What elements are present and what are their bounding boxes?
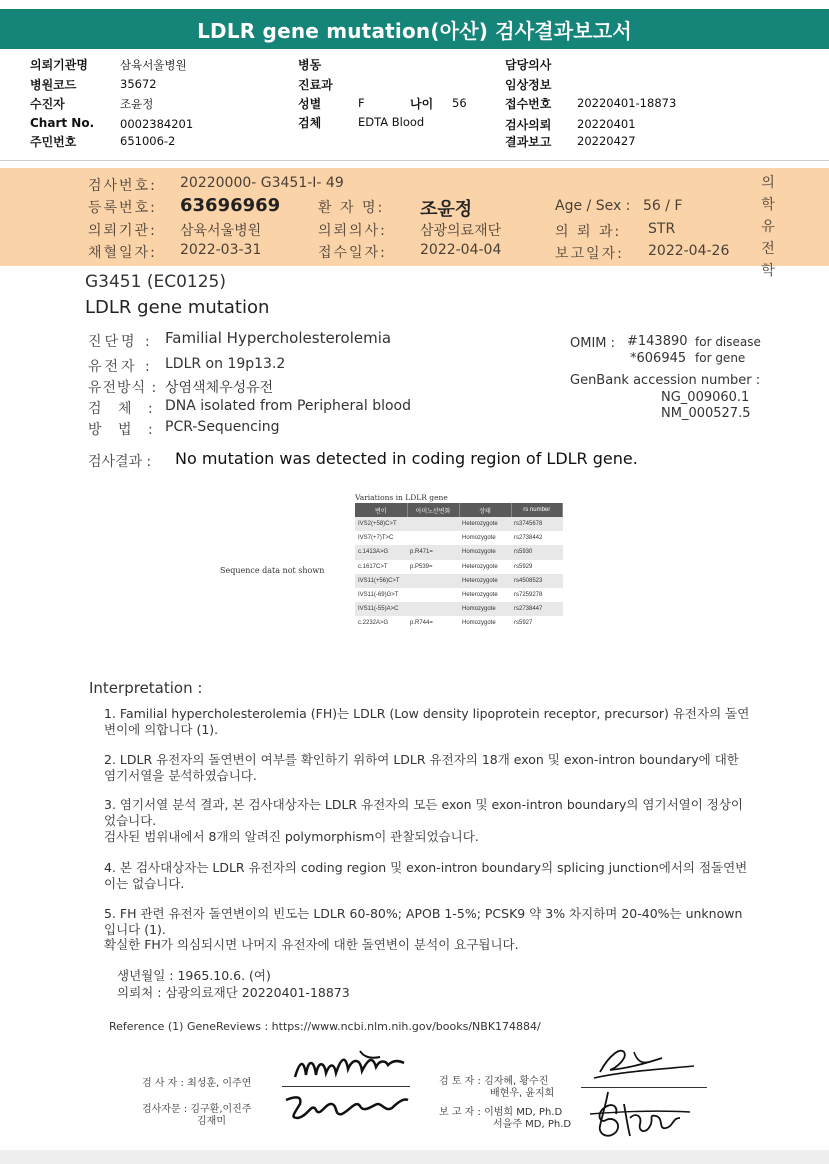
gene: LDLR on 19p13.2 <box>165 356 286 372</box>
sex: F <box>358 96 365 110</box>
variations-title: Variations in LDLR gene <box>355 493 448 502</box>
request-date: 20220401 <box>577 117 636 131</box>
side-vertical-text <box>760 172 776 282</box>
table-cell: p.P539= <box>410 563 433 570</box>
interpretation-paragraph-5b: 확실한 FH가 의심되시면 나머지 유전자에 대한 돌연변이 분석이 요구됩니다. <box>104 937 519 952</box>
table-cell: Heterozygote <box>462 592 498 599</box>
requester-info: 의뢰처 : 삼광의료재단 20220401-18873 <box>117 985 350 1000</box>
table-cell: c.2232A>G <box>358 620 389 627</box>
age-sex: 56 / F <box>643 198 683 214</box>
receipt-no-label: 접수번호 <box>505 97 552 111</box>
reg-no: 63696969 <box>180 195 281 216</box>
collect-label: 채혈일자: <box>88 245 157 261</box>
recipient-label: 수진자 <box>30 97 65 111</box>
table-cell: IVS11(-55)A>C <box>355 602 407 616</box>
accept-label: 접수일자: <box>318 245 387 261</box>
header-divider <box>0 160 829 161</box>
interpretation-paragraph-3b: 검사된 범위내에서 8개의 알려진 polymorphism이 관찰되었습니다. <box>104 829 479 844</box>
table-cell: rs7259278 <box>514 592 543 599</box>
sex-label: 성별 <box>298 97 322 111</box>
table-cell: IVS7(+7)T>C <box>358 535 394 542</box>
table-cell: c.1413A>G <box>355 545 407 559</box>
age: 56 <box>452 96 467 110</box>
table-cell <box>407 531 459 545</box>
hospital-code-label: 병원코드 <box>30 78 77 92</box>
method-label: 방 법 : <box>88 422 159 438</box>
ward-label: 병동 <box>298 58 322 72</box>
table-cell: Heterozygote <box>462 563 498 570</box>
table-cell: Homozygote <box>459 545 511 559</box>
table-row <box>355 545 563 559</box>
table-cell: c.1617C>T <box>358 563 388 570</box>
reporter-name-2: 서을주 MD, Ph.D <box>493 1119 572 1130</box>
test-name: LDLR gene mutation <box>85 297 270 318</box>
result-text: No mutation was detected in coding region of LDLR gene. <box>175 449 638 468</box>
table-cell: rs2738447 <box>511 602 563 616</box>
interpretation-title: Interpretation : <box>89 679 203 697</box>
resident-no: 651006-2 <box>120 134 176 148</box>
omim-label: OMIM : <box>570 336 616 351</box>
table-cell <box>407 602 459 616</box>
resident-no-label: 주민번호 <box>30 135 77 149</box>
interpretation-paragraph-5: 5. FH 관련 유전자 돌연변이의 빈도는 LDLR 60-80%; APOB 1-5%; PCSK9 약 3% 차지하며 20-40%는 unknown 입니다 (1). <box>104 906 743 937</box>
institution: 삼육서울병원 <box>180 223 262 239</box>
method: PCR-Sequencing <box>165 419 280 435</box>
table-cell: rs5930 <box>511 545 563 559</box>
table-row <box>355 517 563 531</box>
req-dept: STR <box>648 221 676 237</box>
table-cell: Heterozygote <box>459 574 511 588</box>
side-char: 학 <box>761 197 775 213</box>
specimen-label: 검체 <box>298 116 322 130</box>
sequence-note: Sequence data not shown <box>220 566 325 575</box>
interpretation-paragraph-2: 2. LDLR 유전자의 돌연변이 여부를 확인하기 위하여 LDLR 유전자의 18개 exon 및 exon-intron boundary에 대한 염기서열을 분석하였습니다. <box>104 752 739 783</box>
hospital-code: 35672 <box>120 77 157 91</box>
age-label: 나이 <box>410 97 434 111</box>
req-doctor: 삼광의료재단 <box>420 223 502 239</box>
table-cell: rs5929 <box>514 563 533 570</box>
table-cell: IVS11(-69)G>T <box>358 592 399 599</box>
report-title: LDLR gene mutation(아산) 검사결과보고서 <box>197 18 632 43</box>
specimen: EDTA Blood <box>358 115 425 129</box>
omim-gene: *606945 <box>630 351 687 366</box>
col-header-aa-change: 아미노산변화 <box>407 503 459 517</box>
accept-date: 2022-04-04 <box>420 242 502 258</box>
reviewer-label: 검 토 자 : 김자혜, 황수진 <box>439 1076 549 1087</box>
req-doctor-label: 의뢰의사: <box>318 223 387 239</box>
table-cell: Homozygote <box>462 620 496 627</box>
report-date-band-label: 보고일자: <box>555 246 624 262</box>
institution-label: 의뢰기관: <box>88 223 157 239</box>
interpretation-paragraph-4: 4. 본 검사대상자는 LDLR 유전자의 coding region 및 exon-intron boundary의 splicing junction에서의 점돌연변이는 없습니다. <box>104 860 748 891</box>
table-cell <box>407 588 459 602</box>
side-char: 전 <box>761 241 775 257</box>
report-title-bar <box>0 9 829 49</box>
genbank-label: GenBank accession number : <box>570 373 761 388</box>
table-row <box>355 616 563 630</box>
diagnosis: Familial Hypercholesterolemia <box>165 329 392 347</box>
omim-disease-note: for disease <box>695 335 761 349</box>
genbank-accession-2: NM_000527.5 <box>661 406 751 421</box>
receipt-no: 20220401-18873 <box>577 96 677 110</box>
result-label: 검사결과 : <box>88 454 152 470</box>
table-cell: IVS2(+58)C>T <box>355 517 407 531</box>
reviewer-signature <box>590 1042 700 1086</box>
table-cell <box>407 517 459 531</box>
variations-table <box>355 503 563 631</box>
table-cell: rs2738442 <box>514 535 543 542</box>
age-sex-label: Age / Sex : <box>555 198 631 214</box>
table-cell: Homozygote <box>462 535 496 542</box>
report-date: 20220427 <box>577 134 636 148</box>
col-header-variant: 변이 <box>355 503 407 517</box>
report-date-band: 2022-04-26 <box>648 243 730 259</box>
collect-date: 2022-03-31 <box>180 242 262 258</box>
dept-label: 진료과 <box>298 78 333 92</box>
hospital-name-label: 의뢰기관명 <box>30 58 88 72</box>
req-dept-label: 의 뢰 과: <box>555 224 622 240</box>
patient-name: 조윤정 <box>420 199 473 220</box>
table-row <box>355 588 563 602</box>
clinical-label: 임상정보 <box>505 78 552 92</box>
chart-no-label: Chart No. <box>30 116 95 130</box>
specimen-type-label: 검 체 : <box>88 401 159 417</box>
side-char: 유 <box>761 219 775 235</box>
hospital-name: 삼육서울병원 <box>120 58 187 72</box>
diagnosis-label: 진단명 : <box>88 334 153 350</box>
table-cell: IVS11(+56)C>T <box>355 574 407 588</box>
table-row <box>355 531 563 545</box>
test-code: G3451 (EC0125) <box>85 272 226 292</box>
reference: Reference (1) GeneReviews : https://www.ncbi.nlm.nih.gov/books/NBK174884/ <box>109 1020 541 1033</box>
bottom-edge <box>0 1150 829 1164</box>
test-no-label: 검사번호: <box>88 178 157 194</box>
reg-no-label: 등록번호: <box>88 200 157 216</box>
test-no: 20220000- G3451-I- 49 <box>180 175 344 191</box>
side-char: 학 <box>761 263 775 279</box>
table-cell: Heterozygote <box>459 517 511 531</box>
table-cell: rs3745678 <box>511 517 563 531</box>
request-date-label: 검사의뢰 <box>505 118 552 132</box>
table-cell: p.R471= <box>407 545 459 559</box>
doctor-label: 담당의사 <box>505 58 552 72</box>
advisor-label: 검사자문 : 김구환,이진주 <box>142 1104 252 1115</box>
table-row <box>355 560 563 574</box>
table-cell <box>407 574 459 588</box>
table-row <box>355 574 563 588</box>
patient-label: 환 자 명: <box>318 200 385 216</box>
reporter-signature <box>586 1084 696 1148</box>
interpretation-paragraph-3: 3. 염기서열 분석 결과, 본 검사대상자는 LDLR 유전자의 모든 exon 및 exon-intron boundary의 염기서열이 정상이었습니다. <box>104 797 743 828</box>
table-cell: p.R744= <box>410 620 433 627</box>
inheritance: 상염색체우성유전 <box>165 380 274 396</box>
table-cell: rs5927 <box>514 620 533 627</box>
specimen-type: DNA isolated from Peripheral blood <box>165 398 412 414</box>
advisor-signature <box>282 1090 412 1126</box>
tester-signature <box>290 1045 410 1087</box>
inheritance-label: 유전방식 : <box>88 380 158 396</box>
omim-disease: #143890 <box>627 334 688 349</box>
col-header-status: 상태 <box>459 503 511 517</box>
reviewer-name-2: 배현우, 윤지희 <box>490 1088 555 1099</box>
genbank-accession-1: NG_009060.1 <box>661 390 750 405</box>
recipient: 조윤정 <box>120 97 154 111</box>
table-row <box>355 602 563 616</box>
tester-label: 검 사 자 : 최성훈, 이주연 <box>142 1078 252 1089</box>
chart-no: 0002384201 <box>120 117 194 131</box>
omim-gene-note: for gene <box>695 351 746 365</box>
gene-label: 유전자 : <box>88 359 153 375</box>
birth-date: 생년월일 : 1965.10.6. (여) <box>117 968 271 983</box>
table-cell: rs4508523 <box>511 574 563 588</box>
variations-header-row <box>355 503 563 517</box>
reporter-label: 보 고 자 : 이범희 MD, Ph.D <box>439 1107 563 1118</box>
advisor-name-2: 김재미 <box>197 1116 226 1127</box>
interpretation-paragraph-1: 1. Familial hypercholesterolemia (FH)는 LDLR (Low density lipoprotein receptor, precursor) 유전자의 돌연변이에 의합니다 (1). <box>104 706 750 737</box>
report-date-label: 결과보고 <box>505 135 552 149</box>
side-char: 의 <box>761 175 775 191</box>
col-header-rs-number: rs number <box>511 503 563 517</box>
table-cell: Homozygote <box>459 602 511 616</box>
